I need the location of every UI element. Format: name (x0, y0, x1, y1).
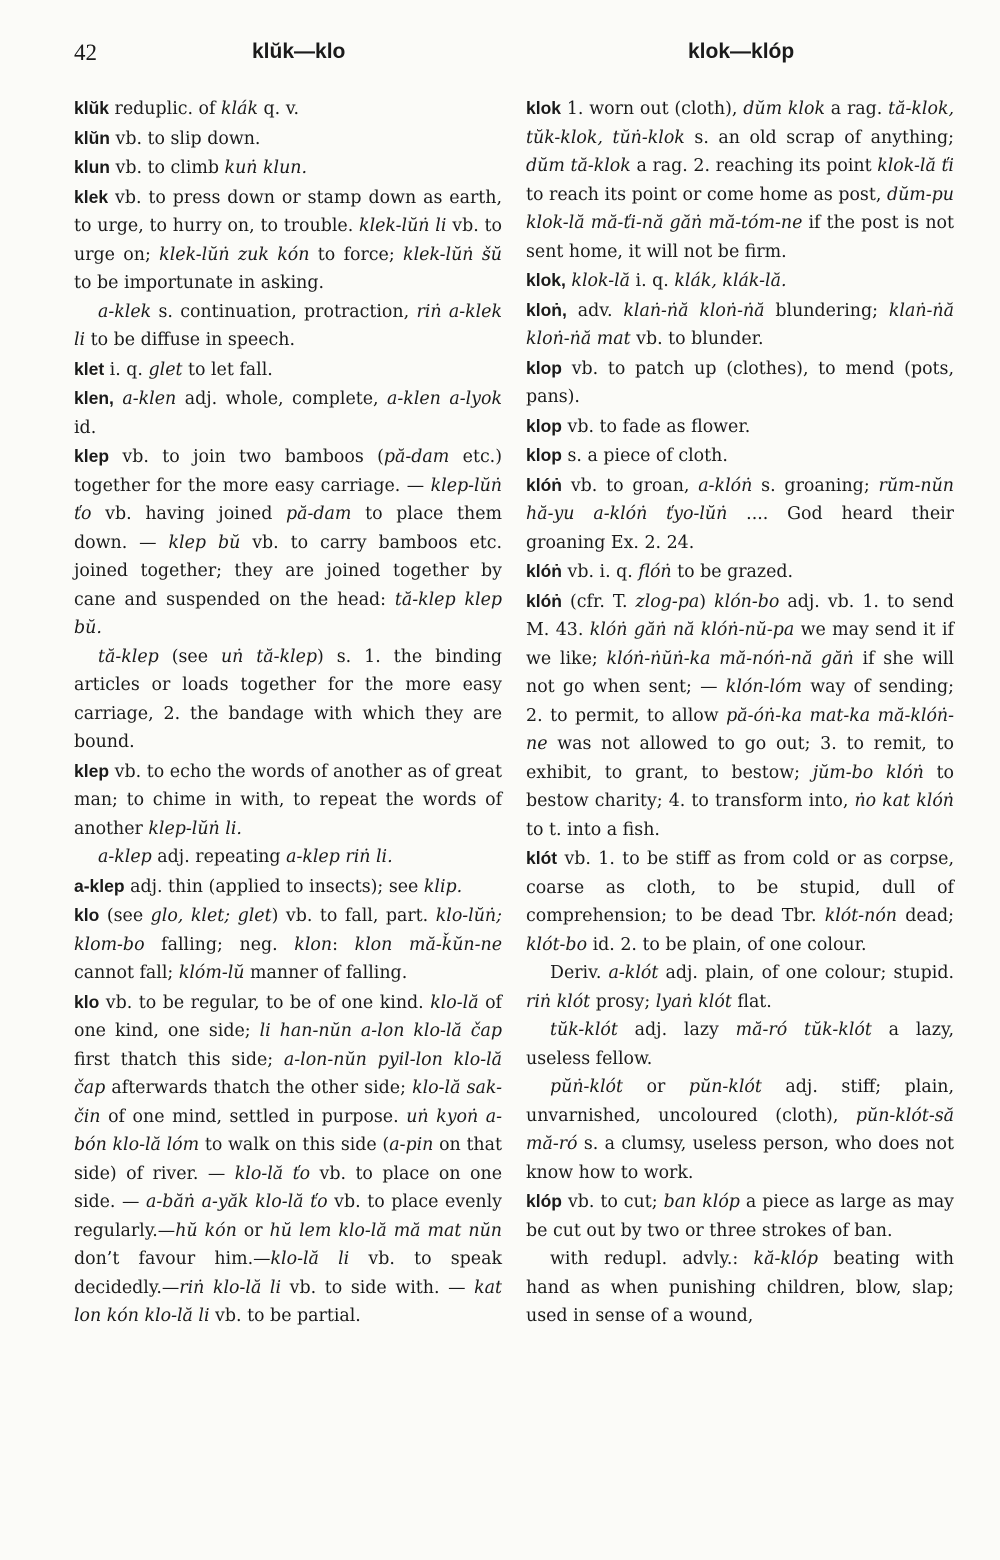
entry-text: vb. to fade as flower. (561, 416, 751, 437)
entry-text: to t. into a fish. (526, 819, 660, 840)
entry-text: beating with hand as when punishing children, blow, slap; used in sense of a wound, (526, 1249, 954, 1326)
page-header (0, 40, 1000, 80)
entry-text: prosy; (590, 991, 656, 1012)
italic-term: klót-nón (824, 906, 897, 926)
entry-text: vb. to join two bamboos ( (109, 447, 384, 467)
headword: a-klep (74, 875, 125, 896)
italic-term: a-klóṅ (698, 475, 753, 496)
dictionary-entry (526, 441, 954, 471)
entry-text: reduplic. of (109, 99, 221, 119)
italic-term: pŭn-klót (688, 1077, 762, 1097)
entry-text: s. groaning; (752, 475, 879, 496)
entry-text: of one mind, settled in purpose. (100, 1106, 407, 1127)
dictionary-entry (74, 94, 502, 124)
italic-term: kuṅ klun. (224, 158, 308, 178)
entry-text: adj. repeating (151, 847, 287, 867)
italic-term: riṅ a-klek li (74, 301, 502, 350)
italic-term: a-klep (98, 847, 152, 867)
italic-term: tă-klep klep bŭ. (74, 589, 503, 638)
headword: klŭn (74, 127, 110, 148)
dictionary-entry (526, 266, 954, 296)
entry-text: to place them down. — (74, 504, 503, 553)
dictionary-entry (74, 757, 502, 844)
headword: klok (526, 98, 562, 118)
headword: klep (74, 760, 110, 781)
headword: klŭk (74, 98, 110, 118)
dictionary-entry (526, 557, 954, 587)
italic-term: flóṅ (638, 562, 672, 582)
headword: kloṅ, (526, 299, 567, 320)
entry-text: ) (699, 591, 715, 612)
entry-text: don’t favour him.— (74, 1249, 271, 1269)
entry-text: (see (99, 906, 151, 926)
entry-text: vb. to blunder. (630, 329, 764, 349)
entry-text: adj. lazy (617, 1020, 736, 1040)
entry-text: s. an old scrap of anything; (684, 127, 955, 148)
italic-term: uṅ kyoṅ a-bón klo-lă lóm (74, 1106, 502, 1155)
entry-text: vb. to be partial. (209, 1306, 361, 1326)
entry-text: if the post is not sent home, it will not be firm. (526, 213, 954, 262)
italic-term: tă-klok, tŭk-klok, tŭṅ-klok (526, 99, 955, 148)
entry-text: vb. having joined (91, 504, 287, 524)
italic-term: glet (148, 359, 183, 380)
entry-text: if she will not go when sent; — (526, 648, 954, 697)
dictionary-entry (526, 1016, 954, 1073)
headword: klop (526, 445, 562, 465)
entry-text: on that side) of river. — (74, 1135, 502, 1184)
entry-text: to be diffuse in speech. (85, 330, 295, 350)
entry-text: to be grazed. (671, 562, 794, 582)
italic-term: ṅo kat klóṅ (854, 791, 954, 811)
dictionary-entry (526, 296, 954, 354)
dictionary-entry (74, 643, 502, 757)
guide-word-right: klok—klóp (688, 40, 795, 63)
entry-text: vb. to urge on; (74, 216, 502, 265)
entry-text: adj. thin (applied to insects); see (124, 876, 424, 897)
headword: klun (74, 157, 110, 177)
dictionary-entry (74, 183, 502, 298)
entry-text: vb. to press down or stamp down as earth, to urge, to hurry on, to trouble. (74, 187, 502, 236)
entry-text: vb. to place evenly regularly.— (74, 1192, 502, 1241)
italic-term: hŭ lem klo-lă mă mat nŭn (269, 1220, 502, 1241)
page-number: 42 (74, 40, 97, 65)
entry-text: blundering; (764, 300, 889, 321)
entry-text: a rag. 2. reaching its point (630, 156, 878, 176)
italic-term: dŭm tă-klok (526, 156, 631, 176)
entry-text: (cfr. T. (561, 591, 636, 612)
italic-term: klaṅ-ṅă kloṅ-ṅă (623, 300, 765, 321)
italic-term: klaṅ-ṅă kloṅ-ṅă mat (526, 300, 954, 349)
entry-text: flat. (731, 991, 772, 1012)
italic-term: pă-dam (383, 447, 450, 467)
italic-term: klo-lŭṅ; klom-bo (74, 906, 502, 955)
guide-word-left: klŭk—klo (252, 40, 346, 63)
headword: klóṅ (526, 561, 562, 581)
dictionary-entry (526, 959, 954, 1016)
italic-term: lyaṅ klót (655, 991, 732, 1012)
dictionary-entry (74, 843, 502, 872)
entry-text: vb. to cut; (561, 1192, 664, 1212)
italic-term: dŭm-pu klok-lă mă-ťi-nă găṅ mă-tóm-ne (526, 184, 954, 233)
entry-text: was not allowed to go out; 3. to remit, to exhibit, to grant, to bestow; (526, 734, 954, 783)
entry-text: with redupl. advly.: (550, 1249, 754, 1269)
italic-term: klo-lă ťo (234, 1163, 311, 1184)
dictionary-entry (526, 354, 954, 412)
entry-text: vb. to be regular, to be of one kind. (99, 992, 431, 1013)
italic-term: ban klóp (663, 1192, 740, 1212)
italic-term: klek-lŭṅ li (359, 216, 447, 236)
italic-term: a-klót (608, 963, 659, 983)
italic-term: klo-lă sak-čin (74, 1078, 502, 1127)
italic-term: tă-klep (98, 646, 159, 667)
dictionary-entry (526, 587, 954, 845)
italic-term: glo, klet; glet (150, 906, 272, 926)
italic-term: li han-nŭn a-lon klo-lă čap (259, 1021, 502, 1041)
entry-text: id. (74, 417, 97, 438)
dictionary-entry (526, 1245, 954, 1331)
entry-text: s. a clumsy, useless person, who does not know how to work. (526, 1134, 954, 1183)
italic-term: dŭm klok (743, 99, 825, 119)
italic-term: a-băṅ a-yăk klo-lă ťo (146, 1192, 328, 1212)
entry-text: i. q. (630, 271, 675, 291)
dictionary-entry (74, 124, 502, 154)
italic-term: a-klep riṅ li. (286, 847, 393, 867)
entry-text: vb. to carry bamboos etc. joined together; they are joined together by cane and suspended on the head: (74, 532, 502, 610)
entry-text: we may send it if we like; (526, 620, 954, 669)
entry-text: to walk on this side ( (199, 1135, 390, 1155)
entry-text: adj. stiff; plain, unvarnished, uncoloured (cloth), (526, 1077, 955, 1126)
italic-term: a-klek (98, 301, 152, 322)
italic-term: klok-lă ťi (877, 156, 954, 176)
italic-term: riṅ klo-lă li (179, 1277, 282, 1298)
entry-text: adj. whole, complete, (176, 389, 388, 409)
headword: klóṅ (526, 474, 562, 495)
entry-text: vb. to echo the words of another as of great man; to chime in with, to repeat the words of another (74, 761, 502, 839)
headword: klop (526, 415, 562, 436)
entry-text: ) s. 1. the binding articles or loads together for the more easy carriage, 2. the bandage with which they are bound. (74, 646, 502, 752)
entry-text: to let fall. (182, 359, 273, 380)
dictionary-entry (526, 94, 954, 266)
entry-text: vb. to patch up (clothes), to mend (pots, pans). (526, 358, 954, 407)
italic-term: klek-lŭṅ šŭ (403, 244, 502, 265)
italic-term: klóṅ-ṅŭṅ-ka mă-nóṅ-nă găṅ (606, 648, 854, 669)
entry-text: vb. to climb (109, 158, 225, 178)
entry-text: or (236, 1220, 270, 1241)
headword: klen, (74, 388, 114, 408)
entry-text: (see (158, 646, 221, 667)
italic-term: klóm-lŭ (178, 963, 245, 983)
headword: klet (74, 358, 105, 379)
entry-text: vb. to speak decidedly.— (74, 1249, 502, 1298)
entry-text: adv. (566, 300, 624, 321)
entry-text: 1. worn out (cloth), (561, 99, 744, 119)
dictionary-entry (526, 844, 954, 959)
dictionary-entry (526, 471, 954, 558)
entry-text: manner of falling. (244, 963, 408, 983)
dictionary-entry (74, 298, 502, 355)
entry-text: afterwards thatch the other side; (105, 1078, 413, 1098)
italic-term: klák, klák-lă. (674, 271, 787, 291)
italic-term: a-klen a-lyok (387, 389, 503, 409)
italic-term: pă-dam (286, 504, 352, 524)
entry-text: : (332, 934, 355, 955)
entry-text: to bestow charity; 4. to transform into, (526, 762, 954, 811)
entry-text: vb. to slip down. (109, 128, 261, 149)
dictionary-entry (74, 384, 502, 442)
italic-term: kat lon kón klo-lă li (74, 1277, 502, 1326)
italic-term: klep bŭ (168, 532, 241, 553)
italic-term: a-lon-nŭn pyil-lon klo-lă čap (74, 1049, 502, 1098)
dictionary-entry (74, 901, 502, 988)
headword: klóṅ (526, 590, 562, 611)
italic-term: a-pin (389, 1135, 434, 1155)
italic-term: mă-ró tŭk-klót (735, 1020, 872, 1040)
headword: klep (74, 446, 110, 466)
italic-term: rŭm-nŭn hă-yu a-klóṅ ťyo-lŭṅ (526, 475, 954, 524)
entry-text: falling; neg. (144, 934, 295, 955)
italic-term: klo-lă li (270, 1249, 350, 1269)
dictionary-entry (74, 872, 502, 902)
entry-text: s. continuation, protraction, (151, 301, 417, 322)
italic-term: klót-bo (526, 934, 588, 955)
headword: klek (74, 186, 109, 207)
italic-term: klep-lŭṅ li. (148, 818, 242, 839)
entry-text: of one kind, one side; (74, 992, 502, 1041)
entry-text: vb. 1. to be stiff as from cold or as corpse, coarse as cloth, to be stupid, dull of comprehension; to be dead Tbr. (526, 849, 954, 926)
headword: klok, (526, 270, 566, 290)
entry-text: .... God heard their groaning Ex. 2. 24. (526, 504, 954, 553)
italic-term: klek-lŭṅ zuk kón (159, 244, 310, 265)
italic-term: klon (294, 934, 333, 955)
entry-text: s. a piece of cloth. (561, 446, 728, 466)
italic-term: riṅ klót (526, 991, 591, 1012)
italic-term: klo-lă (430, 992, 479, 1013)
headword: klop (526, 357, 562, 378)
entry-text: or (622, 1077, 689, 1097)
dictionary-entry (74, 355, 502, 385)
italic-term: klon mă-ǩŭn-ne (354, 934, 503, 955)
italic-term: klóṅ găṅ nă klóṅ-nŭ-pa (589, 620, 795, 640)
italic-term: tŭk-klót (550, 1020, 618, 1040)
italic-term: klón-lóm (725, 677, 802, 697)
dictionary-entry (74, 442, 502, 643)
entry-text: adj. vb. 1. to send M. 43. (526, 591, 954, 640)
dictionary-entry (74, 153, 502, 183)
headword: klóp (526, 1191, 562, 1211)
entry-text: q. v. (258, 99, 300, 119)
entry-text: way of sending; 2. to permit, to allow (526, 677, 955, 726)
entry-text: dead; (897, 906, 954, 926)
italic-term: zlog-pa (635, 591, 700, 612)
italic-term: jŭm-bo klóṅ (812, 762, 924, 783)
entry-text: first thatch this side; (74, 1049, 284, 1070)
entry-text: vb. to place on one side. — (74, 1163, 502, 1212)
italic-term: pŭṅ-klót (550, 1077, 623, 1097)
italic-term: kă-klóp (753, 1249, 819, 1269)
entry-text: vb. to groan, (561, 475, 699, 496)
entry-text: vb. i. q. (561, 562, 639, 582)
dictionary-entry (526, 1187, 954, 1245)
dictionary-entry (526, 412, 954, 442)
italic-term: klón-bo (714, 591, 780, 612)
italic-term: pŭn-klót-să mă-ró (526, 1105, 954, 1154)
entry-text: i. q. (104, 359, 149, 380)
italic-term: klák (220, 99, 258, 119)
italic-term: a-klen (122, 389, 177, 409)
italic-term: klok-lă (571, 271, 631, 291)
dictionary-entry (526, 1073, 954, 1187)
entry-text: a piece as large as may be cut out by two or three strokes of ban. (526, 1192, 955, 1241)
entry-text: to be importunate in asking. (74, 273, 325, 293)
italic-term: klip. (423, 876, 463, 897)
italic-term: hŭ kón (175, 1220, 237, 1241)
entry-text: to force; (309, 244, 404, 265)
italic-term: uṅ tă-klep (220, 646, 318, 667)
right-column (526, 94, 954, 1331)
entry-text: Deriv. (550, 963, 609, 983)
italic-term: klep-lŭṅ ťo (74, 475, 502, 524)
entry-text: etc.) together for the more easy carriage. — (74, 447, 502, 496)
entry-text: id. 2. to be plain, of one colour. (587, 934, 867, 955)
entry-text: cannot fall; (74, 963, 179, 983)
entry-text: to reach its point or come home as post, (526, 184, 887, 205)
headword: klo (74, 905, 100, 925)
dictionary-entry (74, 988, 502, 1331)
entry-text: vb. to side with. — (281, 1277, 475, 1298)
entry-text: a lazy, useless fellow. (526, 1020, 955, 1069)
entry-text: a rag. (825, 99, 889, 119)
left-column (74, 94, 502, 1331)
headword: klo (74, 991, 100, 1012)
headword: klót (526, 848, 558, 868)
entry-text: adj. plain, of one colour; stupid. (658, 963, 954, 983)
italic-term: pă-óṅ-ka mat-ka mă-klóṅ-ne (526, 705, 954, 754)
entry-text: ) vb. to fall, part. (271, 906, 436, 926)
